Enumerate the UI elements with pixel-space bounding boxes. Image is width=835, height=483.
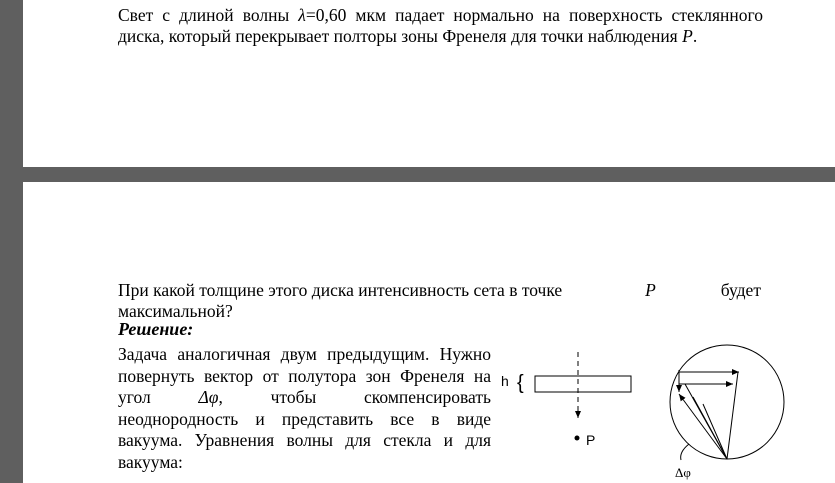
statement-period: . [692,26,698,46]
problem-statement [118,5,763,47]
vector-6 [693,397,727,459]
angle-arc [681,444,689,460]
solution-line-4: неоднородность и представить все в виде [118,408,491,429]
solution-delta-phi [199,387,223,409]
page-top [23,0,835,167]
solution-line-5: вакуума. Уравнения волны для стекла и для [118,430,491,450]
solution-line-1: Задача аналогичная двум предыдущим. Нужно [118,344,491,364]
statement-line-1 [118,5,763,26]
lambda-symbol: λ [298,5,306,25]
delta-phi-symbol: Δφ [198,387,219,407]
thickness-label: h [501,373,509,389]
glass-disk [535,376,631,392]
question-text-a: При какой толщине этого диска интенсивность сета в точке [118,280,563,300]
question-point-symbol: P [645,280,656,300]
solution-line-6: вакуума: [118,451,183,472]
question-line-2: максимальной? [118,301,233,321]
solution-heading: Решение: [118,319,194,339]
delta-phi-comma: , [218,387,223,407]
thickness-brace: { [517,372,524,394]
statement-text-b: =0,60 мкм падает нормально на поверхность стеклянного [305,5,763,25]
solution-line-2: повернуть вектор от полутора зон Френеля на [118,365,491,386]
statement-line-2 [118,26,763,47]
solution-word-so-that: чтобы [270,387,317,407]
statement-text-c: диска, который перекрывает полторы зоны Френеля для точки наблюдения [118,26,683,46]
solution-line-3 [118,387,491,409]
angle-label: Δφ [675,465,691,480]
observation-point-dot [575,436,580,441]
observation-point-label: P [586,432,596,448]
vector-4 [679,394,727,459]
solution-word-compensate: скомпенсировать [364,387,491,407]
question [118,280,761,322]
solution-word-angle: угол [118,387,151,407]
statement-text-a: Свет с длиной волны [118,5,299,25]
question-text-b: будет [720,280,761,300]
vector-diagram [670,345,784,460]
question-line-1 [118,280,761,301]
solution-body [118,344,491,473]
vector-circle [670,345,784,459]
point-symbol: P [682,26,693,46]
page-bottom [23,182,835,483]
physics-diagram [493,342,823,482]
vector-8 [727,372,738,459]
